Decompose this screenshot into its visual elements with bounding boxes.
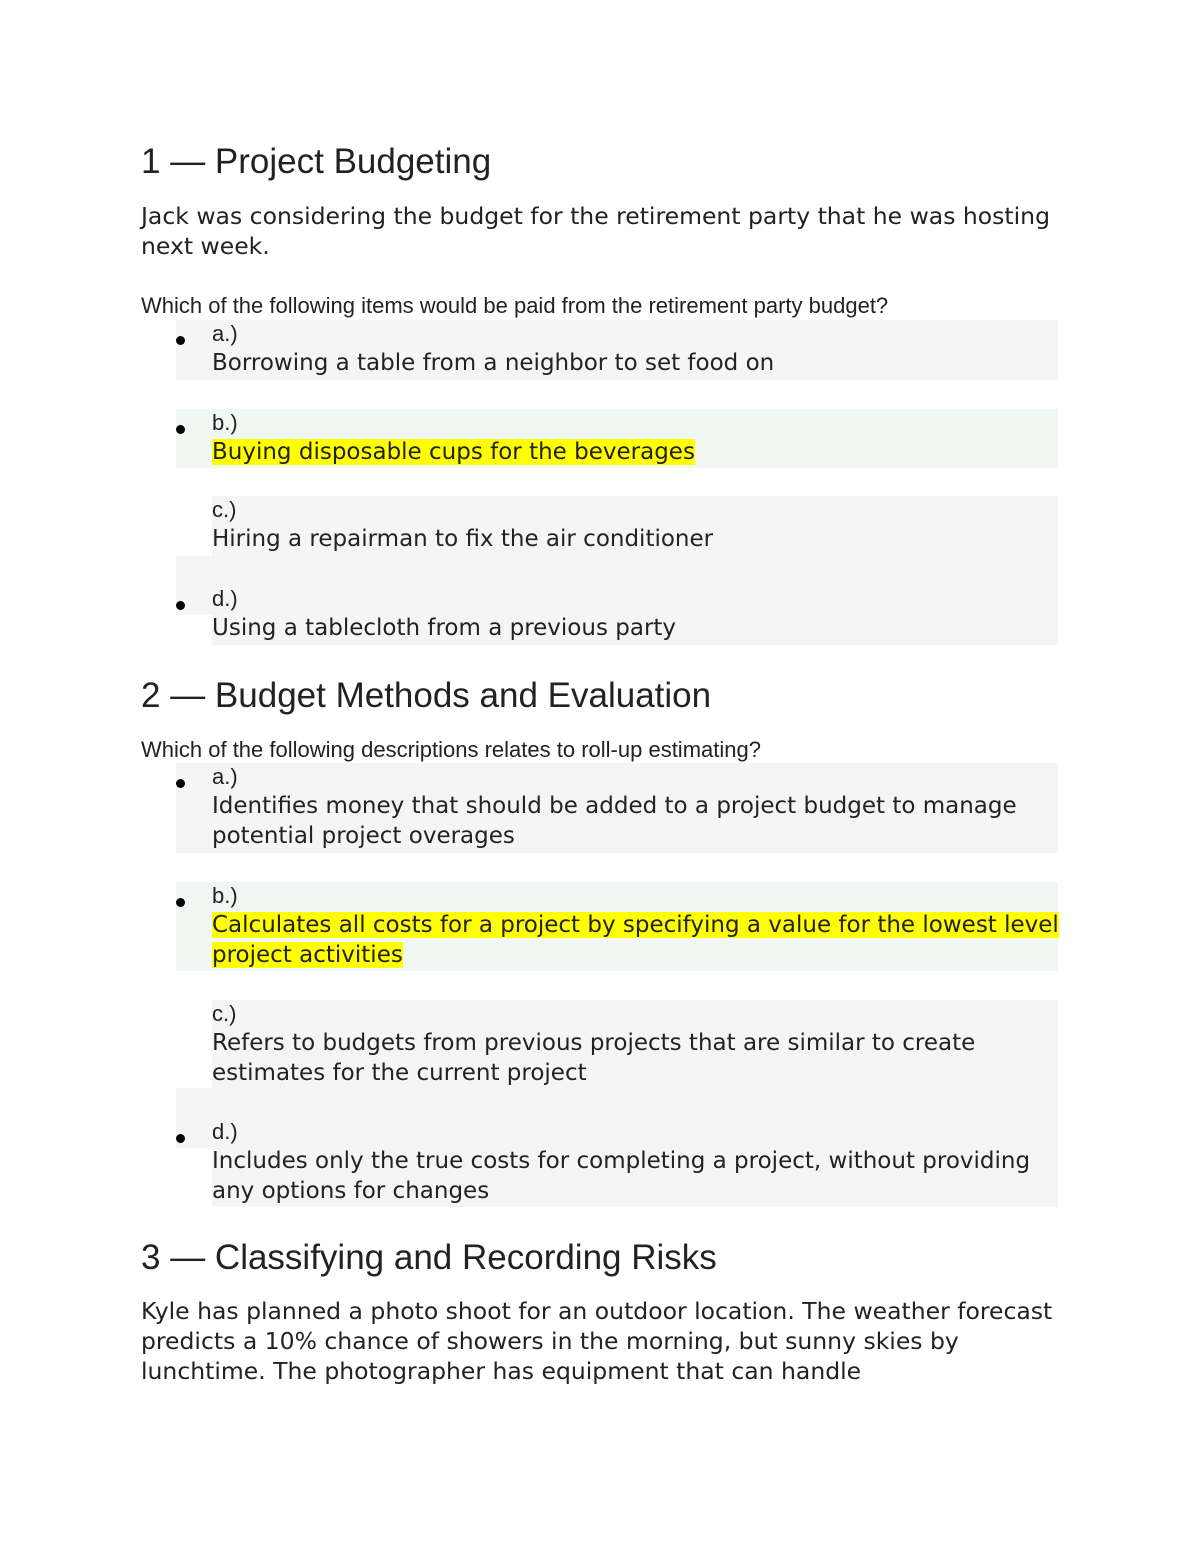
option-letter: a.) xyxy=(212,321,238,346)
question-1-option-d[interactable] xyxy=(176,585,1058,645)
option-text: Refers to budgets from previous projects that are similar to create estimates for the current project xyxy=(212,1030,976,1086)
option-text-highlighted xyxy=(212,910,1060,970)
option-letter: d.) xyxy=(212,1119,238,1144)
bullet-icon xyxy=(176,1134,185,1143)
option-letter: b.) xyxy=(212,410,238,435)
selected-answer-highlight: Buying disposable cups for the beverages xyxy=(212,439,695,465)
bullet-icon xyxy=(176,779,185,788)
option-text: Includes only the true costs for completing a project, without providing any options for changes xyxy=(212,1148,1031,1204)
bullet-icon xyxy=(176,601,185,610)
question-1-option-b[interactable] xyxy=(176,409,1058,468)
option-text: Using a tablecloth from a previous party xyxy=(212,615,677,641)
option-letter: c.) xyxy=(212,1001,237,1026)
option-letter: a.) xyxy=(212,764,238,789)
option-letter: b.) xyxy=(212,883,238,908)
option-gap xyxy=(176,1148,212,1207)
option-letter: c.) xyxy=(212,497,237,522)
question-1-title: 1 — Project Budgeting xyxy=(141,142,492,181)
question-3-context: Kyle has planned a photo shoot for an outdoor location. The weather forecast predicts a 10% chance of showers in the morning, but sunny skies by lunchtime. The photographer has equipment that can handle xyxy=(141,1297,1053,1385)
bullet-icon xyxy=(176,898,185,907)
question-3-title: 3 — Classifying and Recording Risks xyxy=(141,1238,717,1277)
question-2-option-a[interactable] xyxy=(176,763,1058,853)
option-gap xyxy=(176,1000,212,1088)
bullet-icon xyxy=(176,336,185,345)
question-2-option-b[interactable] xyxy=(176,882,1058,971)
question-2-option-d[interactable] xyxy=(176,1118,1058,1207)
question-2-title: 2 — Budget Methods and Evaluation xyxy=(141,676,712,715)
option-text: Identifies money that should be added to a project budget to manage potential project overages xyxy=(212,793,1017,849)
option-text-highlighted xyxy=(212,437,1060,467)
selected-answer-highlight: Calculates all costs for a project by specifying a value for the lowest level project activities xyxy=(212,912,1059,968)
question-2-prompt: Which of the following descriptions relates to roll-up estimating? xyxy=(141,737,761,762)
question-1-option-a[interactable] xyxy=(176,320,1058,380)
question-1-prompt: Which of the following items would be paid from the retirement party budget? xyxy=(141,293,889,318)
option-gap xyxy=(176,615,212,645)
option-letter: d.) xyxy=(212,586,238,611)
option-text: Borrowing a table from a neighbor to set food on xyxy=(212,350,775,376)
option-gap xyxy=(176,496,212,556)
question-1-context: Jack was considering the budget for the retirement party that he was hosting next week. xyxy=(141,202,1050,260)
bullet-icon xyxy=(176,425,185,434)
option-text: Hiring a repairman to fix the air conditioner xyxy=(212,526,714,552)
